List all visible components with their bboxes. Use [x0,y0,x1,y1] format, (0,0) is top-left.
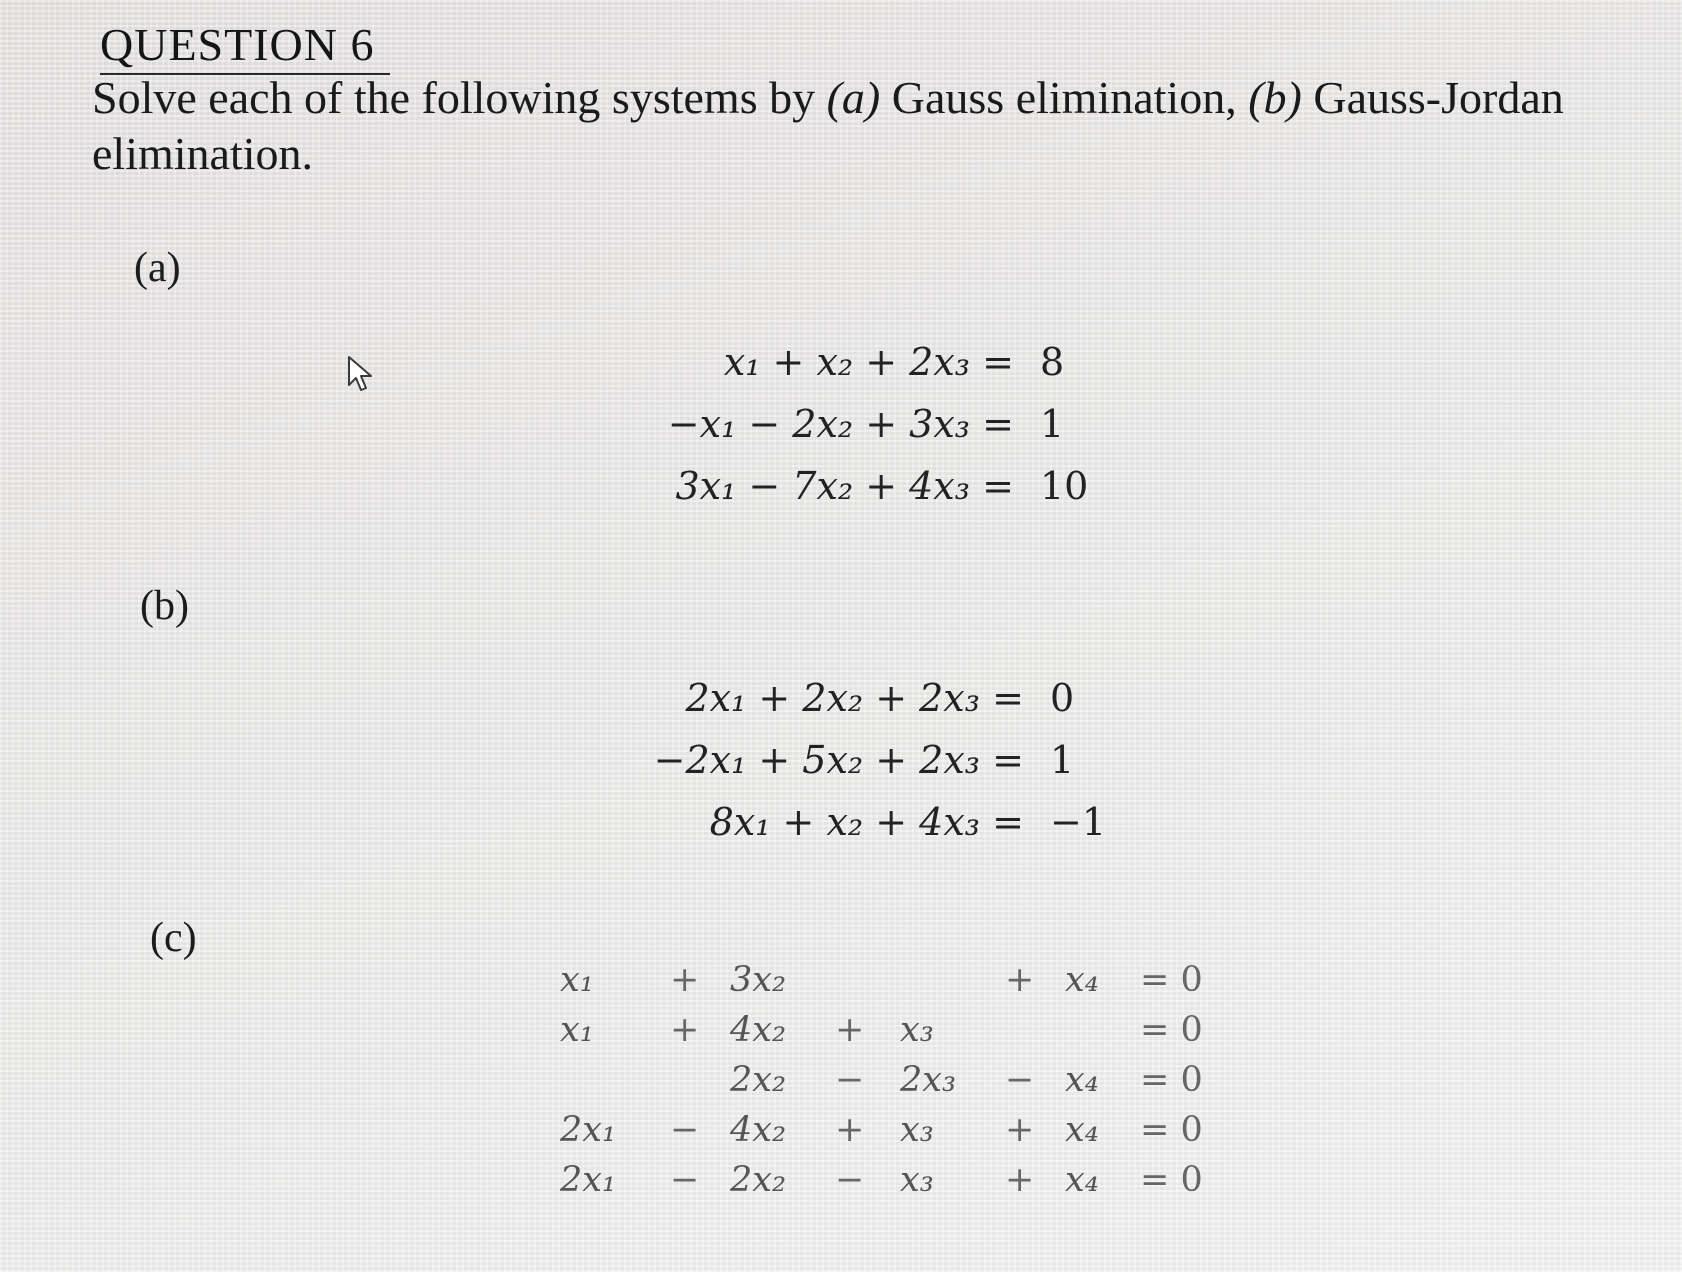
equation-rhs: 1 [1040,402,1065,446]
system-c-term: 2x₂ [730,1160,787,1200]
system-c-term: + [835,1010,865,1050]
part-b-label: (b) [140,583,189,629]
equation-rhs: 8 [1040,340,1065,384]
equation-lhs: 2x₁ + 2x₂ + 2x₃ [685,676,980,720]
system-c-term: x₃ [900,1010,934,1050]
system-c-term: 3x₂ [730,960,787,1000]
part-a-label: (a) [134,245,181,291]
system-c-term: − [670,1110,700,1150]
equation-rhs: 10 [1040,464,1089,508]
instruction-mid-1: Gauss elimination, [880,72,1249,123]
equation-rhs: 1 [1050,738,1075,782]
equation-a-1 [724,340,1100,384]
system-c-term: x₁ [560,1010,594,1050]
system-c-term: x₃ [900,1110,934,1150]
equals-sign: = [992,676,1036,720]
system-a [640,340,1100,540]
system-c-term: + [1005,1160,1035,1200]
equation-a-2 [668,402,1100,446]
system-c-term: x₄ [1065,1160,1099,1200]
system-c-term: + [1005,1110,1035,1150]
equals-sign: = [992,738,1036,782]
system-c-term: − [835,1060,865,1100]
system-c-term: 2x₁ [560,1160,617,1200]
system-c-term: x₄ [1065,1060,1099,1100]
system-c [560,960,1240,1220]
instruction-start: Solve each of the following systems by [92,72,827,123]
equation-b-3 [710,800,1110,844]
system-c-term: 2x₁ [560,1110,617,1150]
cropped-next-question-edge [120,1258,420,1272]
equation-lhs: −x₁ − 2x₂ + 3x₃ [667,402,970,446]
part-c-label: (c) [150,915,197,961]
equals-sign: = [992,800,1036,844]
system-c-term: = 0 [1140,960,1203,1000]
equation-rhs: 0 [1050,676,1075,720]
equation-rhs: −1 [1050,800,1107,844]
mouse-pointer-icon [346,354,378,394]
equation-b-1 [685,676,1110,720]
system-c-term: x₃ [900,1160,934,1200]
system-c-term: x₄ [1065,1110,1099,1150]
equation-lhs: x₁ + x₂ + 2x₃ [723,340,970,384]
system-c-term: + [670,1010,700,1050]
system-b [640,676,1110,876]
system-c-term: + [1005,960,1035,1000]
system-c-term: = 0 [1140,1060,1203,1100]
system-c-term: − [670,1160,700,1200]
system-c-term: = 0 [1140,1110,1203,1150]
system-c-term: 4x₂ [730,1010,787,1050]
equals-sign: = [982,464,1026,508]
system-c-term: + [670,960,700,1000]
system-c-term: − [1005,1060,1035,1100]
system-c-term: x₁ [560,960,594,1000]
instruction-mid-2: Gauss-Jordan elimination. [92,72,1564,179]
question-instruction [92,70,1612,182]
system-c-term: + [835,1110,865,1150]
equals-sign: = [982,340,1026,384]
system-c-term: = 0 [1140,1010,1203,1050]
system-c-term: 4x₂ [730,1110,787,1150]
equation-lhs: 3x₁ − 7x₂ + 4x₃ [675,464,970,508]
system-c-term: 2x₃ [900,1060,957,1100]
system-c-term: 2x₂ [730,1060,787,1100]
equation-lhs: −2x₁ + 5x₂ + 2x₃ [653,738,980,782]
system-c-term: x₄ [1065,960,1099,1000]
instruction-marker-a: (a) [826,72,881,123]
equation-b-2 [654,738,1110,782]
instruction-marker-b: (b) [1248,72,1302,123]
equation-a-3 [675,464,1100,508]
equals-sign: = [982,402,1026,446]
system-c-term: = 0 [1140,1160,1203,1200]
system-c-term: − [835,1160,865,1200]
equation-lhs: 8x₁ + x₂ + 4x₃ [709,800,980,844]
question-title: QUESTION 6 [100,18,390,75]
